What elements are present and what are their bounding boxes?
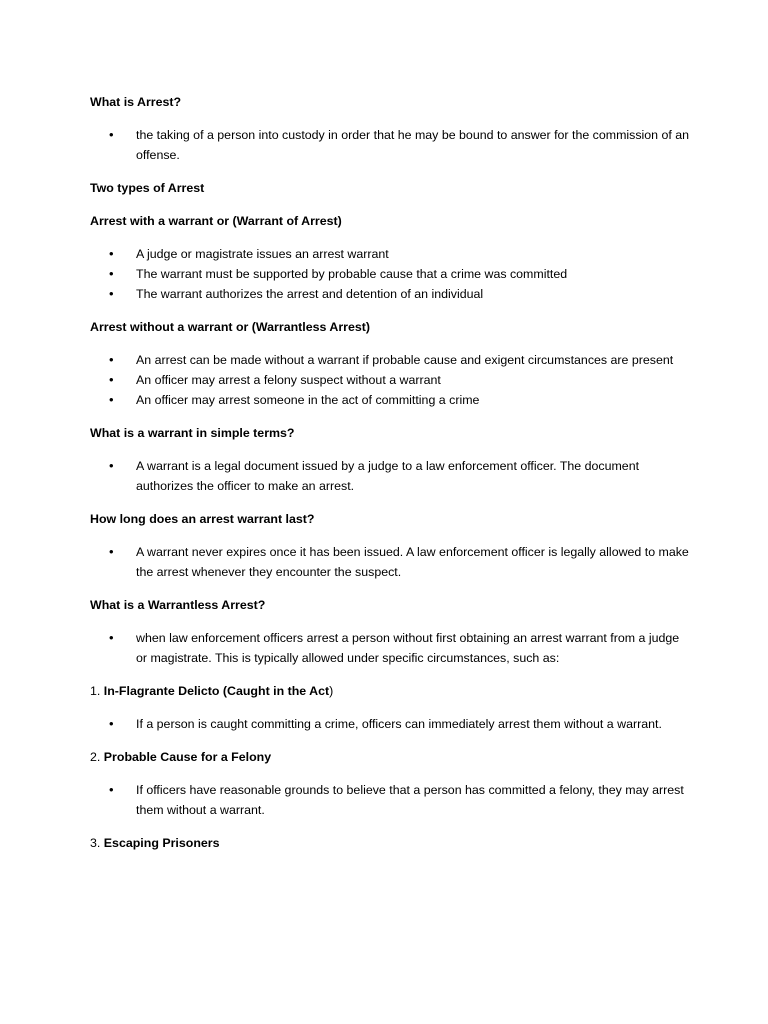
bullet-icon: •	[109, 352, 114, 367]
list-item	[90, 284, 690, 304]
list-item	[90, 125, 690, 165]
bullet-list-in-flagrante	[90, 714, 690, 734]
heading-warrant-simple-terms: What is a warrant in simple terms?	[90, 426, 295, 440]
numbered-heading-in-flagrante	[90, 681, 690, 701]
item-number: 3.	[90, 836, 101, 850]
numbered-heading-probable-cause	[90, 747, 690, 767]
bullet-list-with-warrant	[90, 244, 690, 304]
list-item	[90, 542, 690, 582]
heading-warrant-duration: How long does an arrest warrant last?	[90, 512, 315, 526]
list-item	[90, 244, 690, 264]
bullet-icon: •	[109, 266, 114, 281]
list-item-text: An arrest can be made without a warrant if probable cause and exigent circumstances are present	[136, 353, 674, 367]
list-item-text: A warrant never expires once it has been issued. A law enforcement officer is legally allowed to make the arrest whenever they encounter the suspect.	[136, 545, 689, 579]
bullet-icon: •	[109, 392, 114, 407]
list-item-text: A judge or magistrate issues an arrest warrant	[136, 247, 389, 261]
bullet-list-warrant-duration	[90, 542, 690, 582]
bullet-icon: •	[109, 372, 114, 387]
list-item-text: A warrant is a legal document issued by a judge to a law enforcement officer. The document authorizes the officer to make an arrest.	[136, 459, 640, 493]
bullet-icon: •	[109, 246, 114, 261]
list-item-text: If a person is caught committing a crime, officers can immediately arrest them without a warrant.	[136, 717, 662, 731]
list-item-text: when law enforcement officers arrest a person without first obtaining an arrest warrant from a judge or magistrate. This is typically allowed under specific circumstances, such as:	[136, 631, 680, 665]
item-title-suffix: )	[329, 684, 334, 698]
bullet-icon: •	[109, 458, 114, 473]
numbered-heading-escaping-prisoners	[90, 833, 690, 853]
bullet-icon: •	[109, 127, 114, 142]
item-number: 1.	[90, 684, 101, 698]
bullet-list-warrant-definition	[90, 456, 690, 496]
list-item	[90, 780, 690, 820]
list-item-text: If officers have reasonable grounds to believe that a person has committed a felony, they may arrest them without a warrant.	[136, 783, 684, 817]
list-item	[90, 264, 690, 284]
list-item	[90, 628, 690, 668]
heading-two-types: Two types of Arrest	[90, 181, 205, 195]
bullet-icon: •	[109, 716, 114, 731]
item-title: Escaping Prisoners	[103, 836, 220, 850]
bullet-icon: •	[109, 544, 114, 559]
bullet-icon: •	[109, 782, 114, 797]
document-body	[90, 92, 690, 866]
item-title: Probable Cause for a Felony	[103, 750, 272, 764]
bullet-icon: •	[109, 286, 114, 301]
list-item-text: An officer may arrest a felony suspect without a warrant	[136, 373, 441, 387]
list-item-text: the taking of a person into custody in order that he may be bound to answer for the commission of an offense.	[136, 128, 690, 162]
list-item	[90, 714, 690, 734]
bullet-list-definition	[90, 125, 690, 165]
bullet-list-without-warrant	[90, 350, 690, 410]
heading-what-is-arrest: What is Arrest?	[90, 95, 182, 109]
bullet-list-probable-cause	[90, 780, 690, 820]
bullet-list-warrantless-definition	[90, 628, 690, 668]
list-item-text: The warrant must be supported by probable cause that a crime was committed	[136, 267, 568, 281]
list-item-text: An officer may arrest someone in the act of committing a crime	[136, 393, 480, 407]
list-item	[90, 456, 690, 496]
item-title: In-Flagrante Delicto (Caught in the Act	[103, 684, 330, 698]
heading-warrantless-arrest: What is a Warrantless Arrest?	[90, 598, 266, 612]
list-item	[90, 350, 690, 370]
heading-arrest-with-warrant: Arrest with a warrant or (Warrant of Arrest)	[90, 214, 342, 228]
list-item	[90, 370, 690, 390]
heading-arrest-without-warrant: Arrest without a warrant or (Warrantless Arrest)	[90, 320, 370, 334]
list-item	[90, 390, 690, 410]
item-number: 2.	[90, 750, 101, 764]
list-item-text: The warrant authorizes the arrest and detention of an individual	[136, 287, 484, 301]
bullet-icon: •	[109, 630, 114, 645]
